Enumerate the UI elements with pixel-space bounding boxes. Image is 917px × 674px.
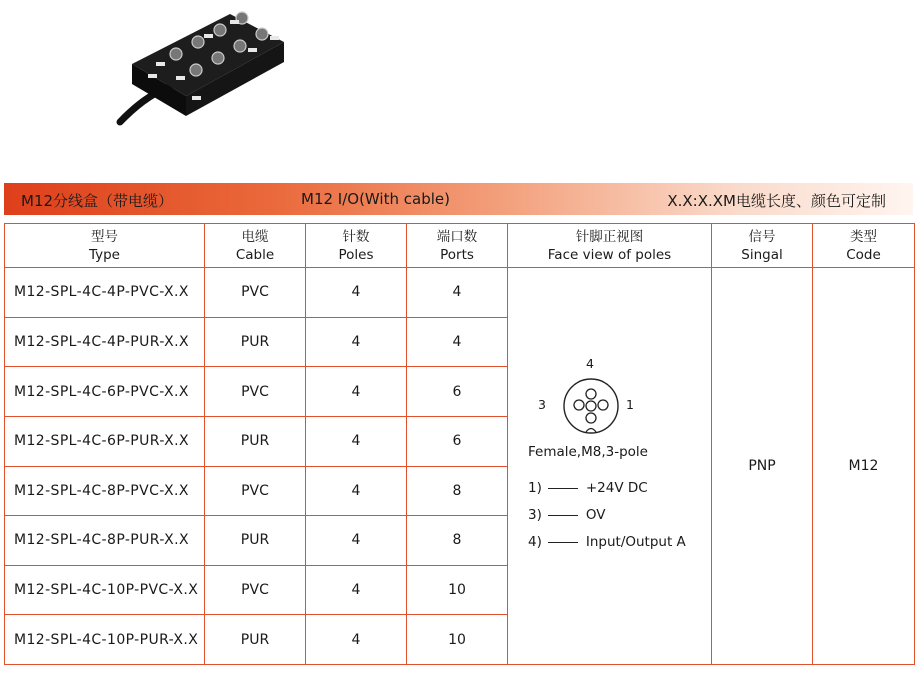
header-ports: 端口数 Ports bbox=[407, 224, 508, 268]
header-code: 类型 Code bbox=[813, 224, 915, 268]
cell-type: M12-SPL-4C-10P-PVC-X.X bbox=[5, 565, 205, 615]
cell-type: M12-SPL-4C-6P-PUR-X.X bbox=[5, 416, 205, 466]
header-cable: 电缆 Cable bbox=[205, 224, 306, 268]
cell-poles: 4 bbox=[306, 466, 407, 516]
cell-type: M12-SPL-4C-6P-PVC-X.X bbox=[5, 367, 205, 417]
cell-poles: 4 bbox=[306, 565, 407, 615]
cell-ports: 10 bbox=[407, 565, 508, 615]
cell-poles: 4 bbox=[306, 416, 407, 466]
cell-cable: PUR bbox=[205, 516, 306, 566]
spec-table bbox=[4, 223, 915, 665]
cell-type: M12-SPL-4C-8P-PUR-X.X bbox=[5, 516, 205, 566]
cell-cable: PVC bbox=[205, 466, 306, 516]
face-view-cell bbox=[508, 268, 712, 665]
cell-cable: PVC bbox=[205, 367, 306, 417]
code-cell: M12 bbox=[813, 268, 915, 665]
cell-poles: 4 bbox=[306, 317, 407, 367]
face-view-caption: Female,M8,3-pole bbox=[528, 444, 648, 460]
signal-cell: PNP bbox=[712, 268, 813, 665]
cell-poles: 4 bbox=[306, 615, 407, 665]
cell-cable: PUR bbox=[205, 317, 306, 367]
wiring-list bbox=[528, 480, 728, 561]
cell-cable: PVC bbox=[205, 268, 306, 318]
table-header-row bbox=[5, 224, 915, 268]
header-signal: 信号 Singal bbox=[712, 224, 813, 268]
cell-cable: PVC bbox=[205, 565, 306, 615]
cell-ports: 10 bbox=[407, 615, 508, 665]
cell-ports: 8 bbox=[407, 466, 508, 516]
cell-type: M12-SPL-4C-4P-PUR-X.X bbox=[5, 317, 205, 367]
banner-title-cn: M12分线盒（带电缆） bbox=[21, 192, 174, 210]
wiring-item: 3) OV bbox=[528, 507, 606, 523]
product-photo bbox=[112, 4, 292, 126]
header-face-view: 针脚正视图 Face view of poles bbox=[508, 224, 712, 268]
cell-ports: 8 bbox=[407, 516, 508, 566]
cell-ports: 6 bbox=[407, 367, 508, 417]
pin-label-left: 3 bbox=[538, 397, 546, 412]
cell-poles: 4 bbox=[306, 268, 407, 318]
cell-ports: 4 bbox=[407, 268, 508, 318]
cell-cable: PUR bbox=[205, 416, 306, 466]
cell-type: M12-SPL-4C-4P-PVC-X.X bbox=[5, 268, 205, 318]
table-row bbox=[5, 268, 915, 318]
banner-note: X.X:X.XM电缆长度、颜色可定制 bbox=[667, 192, 886, 210]
wiring-item: 1) +24V DC bbox=[528, 480, 648, 496]
section-banner bbox=[4, 183, 913, 215]
connector-face-icon bbox=[561, 376, 621, 436]
cell-poles: 4 bbox=[306, 367, 407, 417]
header-poles: 针数 Poles bbox=[306, 224, 407, 268]
pin-label-top: 4 bbox=[586, 356, 594, 371]
header-type: 型号 Type bbox=[5, 224, 205, 268]
cell-type: M12-SPL-4C-8P-PVC-X.X bbox=[5, 466, 205, 516]
cell-poles: 4 bbox=[306, 516, 407, 566]
cell-cable: PUR bbox=[205, 615, 306, 665]
cell-type: M12-SPL-4C-10P-PUR-X.X bbox=[5, 615, 205, 665]
wiring-item: 4) Input/Output A bbox=[528, 534, 686, 550]
cell-ports: 4 bbox=[407, 317, 508, 367]
banner-title-en: M12 I/O(With cable) bbox=[301, 190, 450, 208]
pin-label-right: 1 bbox=[626, 397, 634, 412]
cell-ports: 6 bbox=[407, 416, 508, 466]
